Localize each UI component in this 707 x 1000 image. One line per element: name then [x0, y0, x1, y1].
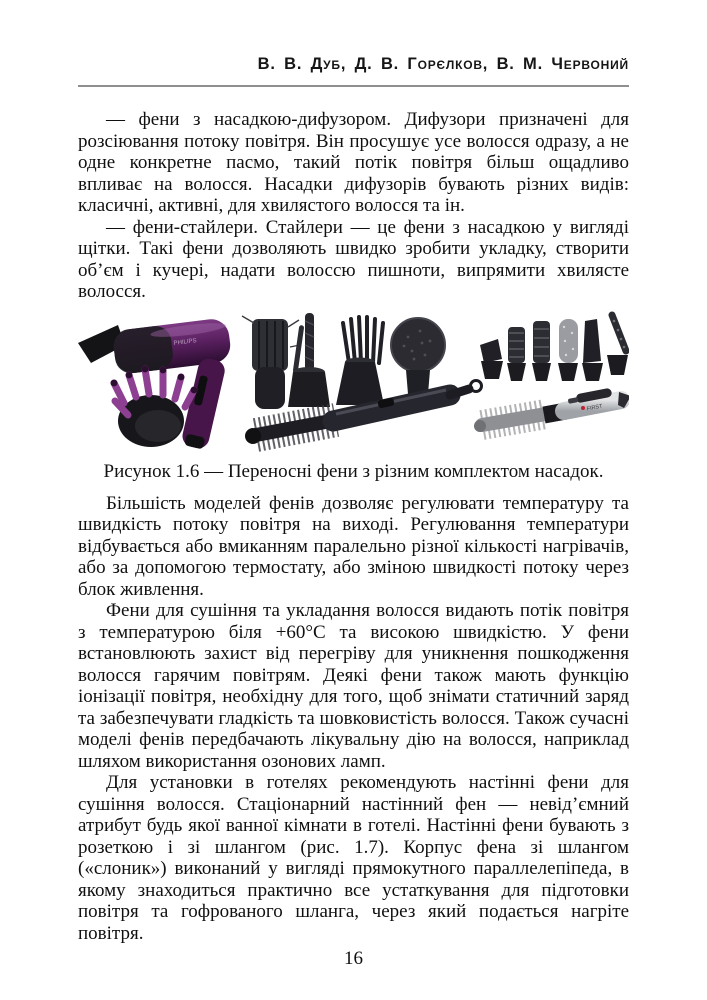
brand-label-philips: PHILIPS — [173, 337, 197, 347]
paragraph-airflow-and-ionization: Фени для сушіння та укладання волосся видають потік повітря з температурою біля +60°С та високою швидкістю. У фени встановлюють захист від перегріву для уникнення пошкодження волосся гарячим повітрям. Деякі фени також мають функцію іонізації повітря, необхідну для того, щоб знімати статичний заряд та забезпечувати гладкість та шовковистість волосся. Також сучасні моделі фенів передбачають лікувальну дію на волосся, наприклад шляхом використання озонових ламп. — [78, 600, 629, 772]
paragraph-diffuser-attachments: — фени з насадкою-дифузором. Дифузори призначені для розсіювання потоку повітря. Він просушує усе волосся одразу, а не одне конкретне пасмо, такий потік повітря більш ощадливо впливає на волосся. Насадки дифузорів бувають різних видів: класичні, активні, для хвилястого волосся та ін. — [78, 109, 629, 216]
figure-image-hair-dryers — [78, 311, 629, 453]
paragraph-styler-dryers: — фени-стайлери. Стайлери — це фени з насадкою у вигляді щітки. Такі фени дозволяють швидко зробити укладку, створити об’єм і кучері, надати волоссю пишноти, випрямити хвилясте волосся. — [78, 216, 629, 302]
figure-1-6 — [78, 311, 629, 483]
header-rule — [78, 85, 629, 87]
page-number: 16 — [344, 948, 363, 969]
paragraph-wall-mounted-dryers: Для установки в готелях рекомендують настінні фени для сушіння волосся. Стаціонарний настінний фен — невід’ємний атрибут будь якої ванної кімнати в готелі. Настінні фени бувають з розеткою і зі шлангом (рис. 1.7). Корпус фена зі шлангом («слоник») виконаний у вигляді прямокутного параллелепіпеда, в якому знаходиться практично все устаткування для підготовки повітря та гофрованого шланга, через який подається нагріте повітря. — [78, 772, 629, 944]
page-body — [78, 109, 629, 944]
authors-running-head: В. В. Дуб, Д. В. Горєлков, В. М. Червоний — [257, 55, 629, 73]
photo-hair-dryer-purple — [78, 317, 232, 450]
paragraph-temperature-regulation: Більшість моделей фенів дозволяє регулювати температуру та швидкість потоку повітря на виході. Регулювання температури відбувається або вмиканням паралельно різної кількості нагрівачів, або за допомогою термостату, або зміною швидкості потоку через блок живлення. — [78, 492, 629, 600]
brand-label-first: FIRST — [586, 403, 604, 412]
figure-caption: Рисунок 1.6 — Переносні фени з різним комплектом насадок. — [103, 460, 604, 482]
page-header — [78, 54, 629, 87]
photo-styler-set-black — [242, 313, 482, 444]
photo-styler-set-silver — [474, 315, 629, 432]
